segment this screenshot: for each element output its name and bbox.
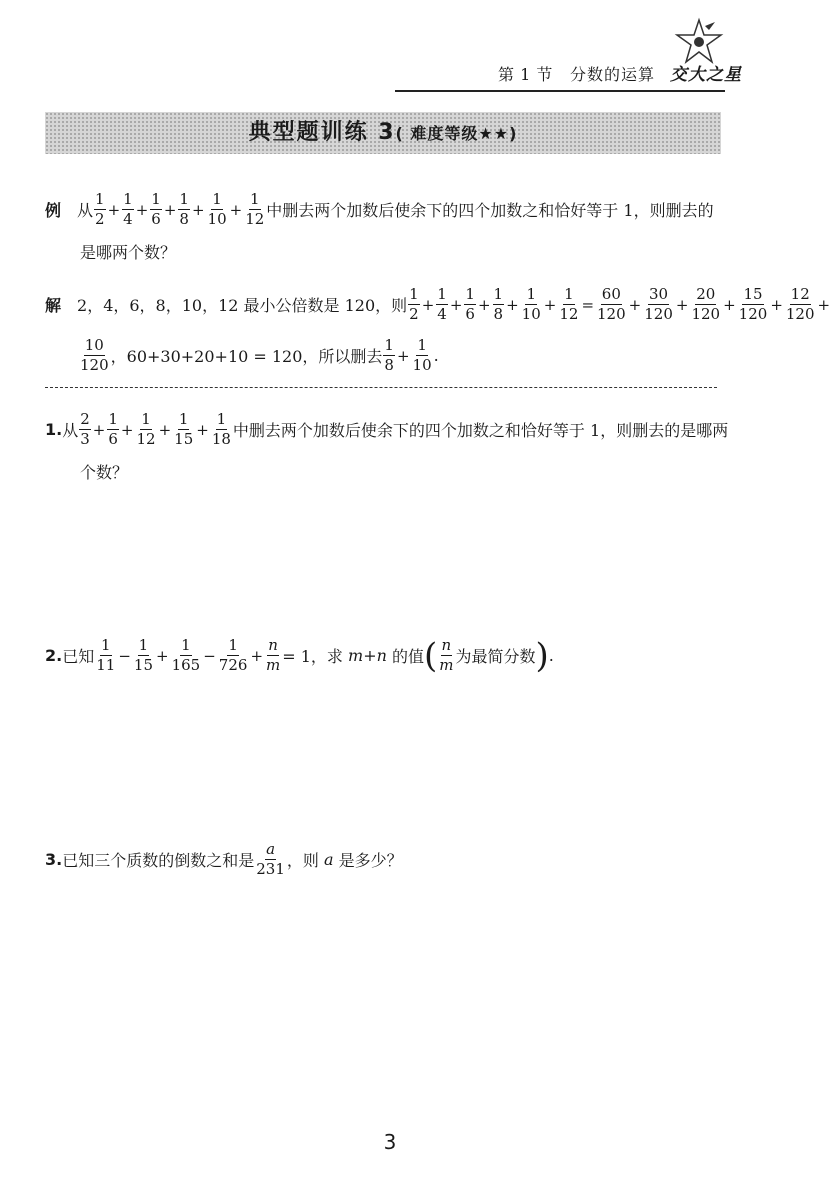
numerator: 1 [212, 190, 222, 208]
denominator: 726 [218, 656, 248, 674]
numerator: 60 [601, 285, 621, 303]
fraction [265, 638, 281, 673]
numerator: 1 [417, 336, 427, 354]
problem-1-line-2 [80, 460, 128, 483]
operator: + [92, 420, 106, 439]
fraction [436, 287, 448, 322]
numerator: 1 [138, 636, 149, 654]
fraction [255, 842, 286, 877]
denominator: 231 [256, 860, 285, 878]
text-run: 中删去两个加数后使余下的四个加数之和恰好等于 1，则删去的是哪两 [232, 421, 729, 440]
right-paren-icon: ) [535, 635, 549, 676]
problem-number: 3. [45, 850, 63, 869]
numerator: 1 [437, 285, 447, 303]
brand-logo-text: 交大之星 [670, 65, 742, 85]
fraction [493, 287, 505, 322]
operator: + [723, 295, 736, 314]
fraction [178, 192, 190, 227]
numerator: 20 [696, 285, 716, 303]
operator: + [477, 295, 491, 314]
fraction [464, 287, 476, 322]
numerator: 1 [141, 410, 151, 428]
section-title: 分数的运算 [570, 65, 656, 84]
denominator: 15 [133, 656, 153, 674]
problem-1-line-1 [45, 412, 728, 447]
denominator: 6 [108, 430, 118, 448]
fraction [133, 638, 154, 673]
operator: + [229, 200, 243, 219]
banner-title: 典型题训练 3 [248, 120, 396, 145]
operator: + [120, 420, 134, 439]
numerator: 2 [80, 410, 90, 428]
denominator: 8 [179, 210, 189, 228]
numerator: n [441, 636, 452, 654]
denominator: 3 [80, 430, 90, 448]
text-run: a [323, 850, 334, 869]
denominator: 120 [738, 305, 768, 323]
numerator: 30 [649, 285, 669, 303]
numerator: 1 [384, 336, 394, 354]
numerator: 1 [101, 636, 111, 654]
left-paren-icon: ( [424, 635, 438, 676]
denominator: 120 [691, 305, 721, 323]
fraction [412, 338, 433, 373]
solution-line-2 [78, 338, 439, 373]
operator: + [107, 200, 121, 219]
numerator: 12 [790, 285, 810, 303]
text-run: . [548, 646, 554, 665]
text-run: ，则 [286, 851, 324, 870]
text-run: = 1，求 [282, 647, 349, 666]
fraction [79, 338, 110, 373]
denominator: m [439, 656, 454, 674]
operator: + [506, 295, 519, 314]
fraction [107, 412, 119, 447]
numerator: 15 [743, 285, 763, 303]
problem-number: 1. [45, 420, 63, 439]
denominator: 120 [80, 356, 109, 374]
fraction [690, 287, 721, 322]
example-label: 例 [45, 201, 62, 220]
denominator: 12 [245, 210, 265, 228]
fraction [211, 412, 232, 447]
numerator: 1 [151, 190, 161, 208]
text-run: 为最简分数 [455, 647, 536, 666]
text-run: 已知 [62, 647, 95, 666]
page-number: 3 [383, 1130, 397, 1154]
denominator: 6 [151, 210, 161, 228]
fraction [244, 192, 265, 227]
operator: + [135, 200, 149, 219]
numerator: 10 [84, 336, 104, 354]
numerator: 1 [249, 190, 260, 208]
operator: + [628, 295, 642, 314]
operator: − [203, 646, 216, 665]
text-run: 是多少？ [333, 851, 403, 870]
fraction [173, 412, 194, 447]
numerator: n [268, 636, 278, 654]
example-line-2 [80, 240, 176, 263]
fraction [558, 287, 579, 322]
fraction [383, 338, 395, 373]
numerator: 1 [108, 410, 118, 428]
denominator: 18 [211, 430, 231, 448]
numerator: a [266, 840, 276, 858]
operator: + [156, 646, 169, 665]
numerator: 1 [409, 285, 419, 303]
fraction [643, 287, 674, 322]
denominator: 12 [136, 430, 156, 448]
fraction [95, 638, 116, 673]
fraction [738, 287, 769, 322]
problem-3-line [45, 842, 403, 877]
fraction [521, 287, 542, 322]
denominator: 6 [465, 305, 475, 323]
denominator: 120 [644, 305, 673, 323]
operator: = [581, 295, 595, 314]
fraction [94, 192, 106, 227]
denominator: 4 [123, 210, 133, 228]
text-run: 已知三个质数的倒数之和是 [62, 851, 255, 870]
text-run: 的值 [386, 647, 424, 666]
dashed-divider [45, 387, 717, 388]
solution-lead: 2，4，6，8，10，12 最小公倍数是 120，则 [77, 296, 408, 315]
denominator: 165 [171, 656, 201, 674]
numerator: 1 [179, 190, 189, 208]
operator: + [158, 420, 172, 439]
numerator: 1 [465, 285, 475, 303]
fraction [150, 192, 162, 227]
numerator: 1 [564, 285, 574, 303]
denominator: 12 [559, 305, 579, 323]
fraction [438, 638, 454, 673]
denominator: 11 [96, 656, 116, 674]
fraction [596, 287, 627, 322]
numerator: 1 [493, 285, 504, 303]
denominator: 4 [437, 305, 447, 323]
numerator: 1 [123, 190, 133, 208]
text-run: m+n [348, 646, 387, 665]
denominator: 120 [597, 305, 626, 323]
operator: + [421, 295, 435, 314]
text-run: . [433, 346, 439, 365]
solution-text: ，60+30+20+10 = 120，所以删去 [110, 347, 383, 366]
operator: + [250, 646, 264, 665]
operator: + [191, 200, 205, 219]
numerator: 1 [95, 190, 105, 208]
denominator: 2 [409, 305, 419, 323]
denominator: 10 [207, 210, 227, 228]
star-logo-icon [675, 18, 723, 64]
solution-line-1 [45, 287, 831, 322]
denominator: 10 [521, 305, 541, 323]
operator: − [118, 646, 131, 665]
denominator: 2 [95, 210, 105, 228]
text-run: 个数？ [80, 463, 129, 482]
problem-number: 2. [45, 646, 63, 665]
fraction [122, 192, 134, 227]
fraction [785, 287, 816, 322]
denominator: m [266, 656, 281, 674]
denominator: 8 [493, 305, 504, 323]
denominator: 8 [384, 356, 394, 374]
exercise-banner [45, 112, 721, 154]
denominator: 15 [174, 430, 194, 448]
problem-2-line [45, 635, 554, 676]
section-number: 第 1 节 [498, 65, 553, 84]
numerator: 1 [181, 636, 191, 654]
fraction [135, 412, 156, 447]
example-line-1 [45, 192, 714, 227]
fraction [171, 638, 202, 673]
operator: + [543, 295, 557, 314]
example-text: 中删去两个加数后使余下的四个加数之和恰好等于 1，则删去的 [266, 201, 714, 220]
fraction [218, 638, 249, 673]
denominator: 10 [412, 356, 432, 374]
operator: + [396, 346, 410, 365]
fraction [408, 287, 420, 322]
numerator: 1 [228, 636, 238, 654]
banner-difficulty: ( 难度等级★★) [395, 124, 518, 143]
numerator: 1 [178, 410, 189, 428]
example-lead: 从 [77, 201, 94, 220]
operator: + [817, 295, 831, 314]
solution-label: 解 [45, 296, 62, 315]
denominator: 120 [785, 305, 815, 323]
fraction [207, 192, 228, 227]
numerator: 1 [526, 285, 536, 303]
operator: + [770, 295, 783, 314]
operator: + [449, 295, 463, 314]
example-text-2: 是哪两个数？ [80, 243, 177, 262]
numerator: 1 [216, 410, 227, 428]
fraction [79, 412, 91, 447]
text-run: 从 [62, 421, 79, 440]
operator: + [196, 420, 209, 439]
header-rule [395, 90, 725, 92]
operator: + [163, 200, 177, 219]
operator: + [675, 295, 689, 314]
